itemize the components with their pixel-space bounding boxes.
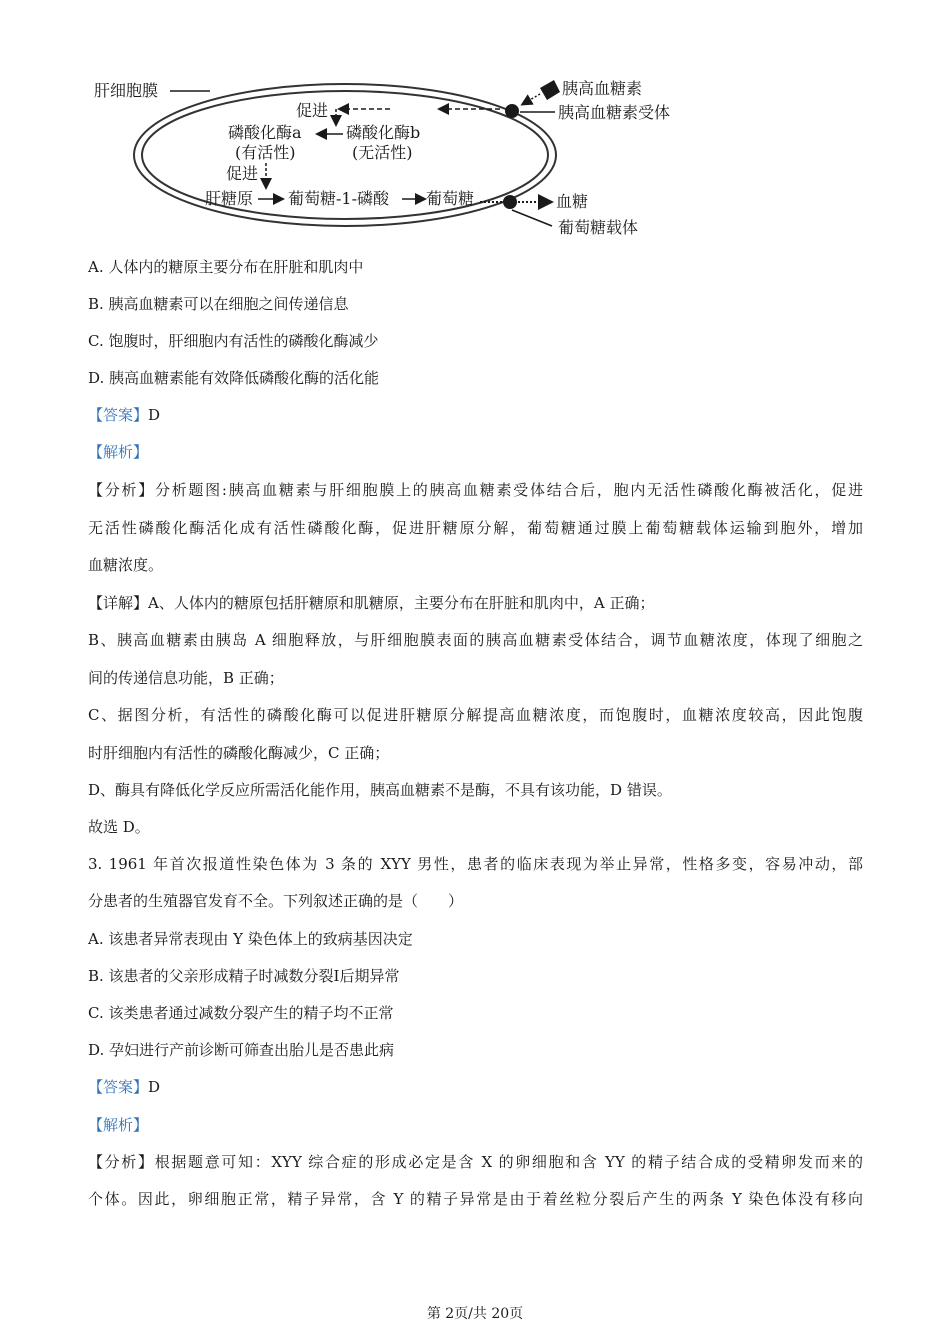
q3-fenxi-line-1 (88, 1152, 863, 1172)
q2-detail-c-line-1: C、据图分析，有活性的磷酸化酶可以促进肝糖原分解提高血糖浓度，而饱腹时，血糖浓度较高，因此饱腹 (88, 706, 863, 724)
q2-fenxi-text-1: 分析题图:胰高血糖素与肝细胞膜上的胰高血糖素受体结合后，胞内无活性磷酸化酶被活化，促进 (154, 481, 863, 499)
glucagon-receptor-dot (505, 104, 519, 118)
q3-stem-line-1: 3. 1961 年首次报道性染色体为 3 条的 XYY 男性，患者的临床表现为举止异常，性格多变，容易冲动，部 (88, 855, 863, 873)
q2-fenxi-tag: 【分析】 (88, 481, 155, 499)
promote-label-1: 促进 (296, 101, 329, 120)
q3-option-b: B. 该患者的父亲形成精子时减数分裂Ⅰ后期异常 (88, 967, 400, 985)
q2-answer-tag: 【答案】 (88, 406, 149, 424)
q2-detail-b-line-1: B、胰高血糖素由胰岛 A 细胞释放，与肝细胞膜表面的胰高血糖素受体结合，调节血糖浓度，体现了细胞之 (88, 631, 863, 649)
q2-detail-b-line-2: 间的传递信息功能，B 正确； (88, 669, 284, 687)
q2-detail-tag: 【详解】 (88, 594, 149, 612)
glucose-label: 葡萄糖 (426, 189, 475, 208)
q3-answer-tag: 【答案】 (88, 1078, 149, 1096)
q2-detail-d: D、酶具有降低化学反应所需活化能作用，胰高血糖素不是酶，不具有该功能，D 错误。 (88, 781, 672, 799)
glycogen-label: 肝糖原 (205, 189, 254, 208)
glucose-carrier-label: 葡萄糖载体 (558, 218, 639, 237)
page-footer: 第 2页/共 20页 (426, 1306, 524, 1322)
q2-analysis-tag: 【解析】 (88, 443, 149, 461)
q2-answer-value: D (148, 406, 161, 424)
blood-glucose-label: 血糖 (556, 192, 589, 211)
g1p-label: 葡萄糖-1-磷酸 (288, 189, 389, 208)
enzyme-a-note: (有活性) (235, 143, 296, 162)
q2-option-c: C. 饱腹时，肝细胞内有活性的磷酸化酶减少 (88, 332, 379, 350)
q2-option-a: A. 人体内的糖原主要分布在肝脏和肌肉中 (88, 258, 364, 276)
q2-answer (88, 405, 160, 425)
q2-option-b: B. 胰高血糖素可以在细胞之间传递信息 (88, 295, 349, 313)
q3-answer (88, 1077, 160, 1097)
q3-fenxi-tag: 【分析】 (88, 1153, 155, 1171)
promote-label-2: 促进 (226, 164, 259, 183)
enzyme-b-label: 磷酸化酶b (346, 123, 421, 142)
glucose-carrier-dot (503, 195, 517, 209)
q3-fenxi-text-1: 根据题意可知：XYY 综合症的形成必定是含 X 的卵细胞和含 YY 的精子结合成的受精卵发而来的 (154, 1153, 863, 1171)
q2-conclusion: 故选 D。 (88, 818, 150, 836)
q2-fenxi-line-2: 无活性磷酸化酶活化成有活性磷酸化酶，促进肝糖原分解，葡萄糖通过膜上葡萄糖载体运输到胞外，增加 (88, 519, 863, 537)
carrier-pointer (512, 210, 552, 226)
q2-detail-a (88, 593, 654, 613)
q3-analysis-tag: 【解析】 (88, 1116, 149, 1134)
q3-option-d: D. 孕妇进行产前诊断可筛查出胎儿是否患此病 (88, 1041, 395, 1059)
q2-detail-a-text: A、人体内的糖原包括肝糖原和肌糖原，主要分布在肝脏和肌肉中，A 正确； (148, 594, 655, 612)
q2-fenxi-line-1 (88, 480, 863, 500)
glucagon-shape (540, 80, 560, 100)
enzyme-b-note: (无活性) (352, 143, 413, 162)
q3-answer-value: D (148, 1078, 161, 1096)
q2-fenxi-line-3: 血糖浓度。 (88, 556, 164, 574)
q2-detail-c-line-2: 时肝细胞内有活性的磷酸化酶减少，C 正确； (88, 744, 390, 762)
membrane-label: 肝细胞膜 (94, 81, 159, 100)
q3-option-c: C. 该类患者通过减数分裂产生的精子均不正常 (88, 1004, 394, 1022)
glucagon-binding-arrow (523, 94, 540, 104)
enzyme-a-label: 磷酸化酶a (228, 123, 302, 142)
q3-stem-line-2: 分患者的生殖器官发育不全。下列叙述正确的是（ ） (88, 892, 464, 910)
glucagon-label: 胰高血糖素 (562, 79, 643, 98)
glucagon-pathway-diagram (80, 70, 720, 245)
glucagon-receptor-label: 胰高血糖素受体 (558, 103, 671, 122)
q3-fenxi-line-2: 个体。因此，卵细胞正常，精子异常，含 Y 的精子异常是由于着丝粒分裂后产生的两条 Y 染色体没有移向 (88, 1190, 863, 1208)
q3-option-a: A. 该患者异常表现由 Y 染色体上的致病基因决定 (88, 930, 413, 948)
q2-option-d: D. 胰高血糖素能有效降低磷酸化酶的活化能 (88, 369, 380, 387)
